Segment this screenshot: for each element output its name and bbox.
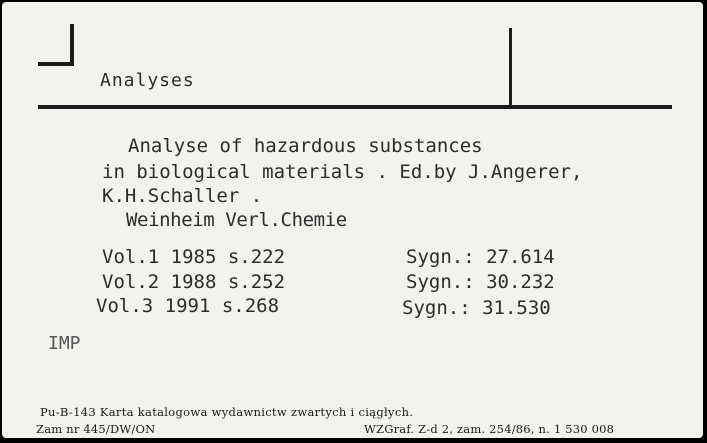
signature-2: Sygn.: 30.232	[406, 271, 555, 293]
signature-1: Sygn.: 27.614	[406, 246, 555, 268]
signature-3: Sygn.: 31.530	[402, 297, 551, 319]
title-line-3: K.H.Schaller .	[102, 185, 263, 207]
corner-mark-vertical	[70, 24, 74, 66]
volume-1: Vol.1 1985 s.222	[102, 246, 286, 268]
heading-rule	[38, 105, 672, 109]
heading-divider-vertical	[509, 28, 512, 108]
form-description: Pu-B-143 Karta katalogowa wydawnictw zwartych i ciągłych.	[40, 405, 414, 419]
catalog-card	[2, 2, 703, 438]
printer-info: WZGraf. Z-d 2, zam. 254/86, n. 1 530 008	[364, 422, 615, 436]
volume-2: Vol.2 1988 s.252	[102, 271, 286, 293]
title-line-1: Analyse of hazardous substances	[128, 135, 483, 157]
publisher-line: Weinheim Verl.Chemie	[126, 209, 347, 231]
order-number: Zam nr 445/DW/ON	[36, 422, 156, 436]
corner-mark-horizontal	[38, 62, 74, 66]
note-imp: IMP	[48, 333, 81, 354]
subject-heading: Analyses	[100, 70, 195, 91]
volume-3: Vol.3 1991 s.268	[96, 295, 280, 317]
title-line-2: in biological materials . Ed.by J.Angerer,	[102, 161, 583, 183]
